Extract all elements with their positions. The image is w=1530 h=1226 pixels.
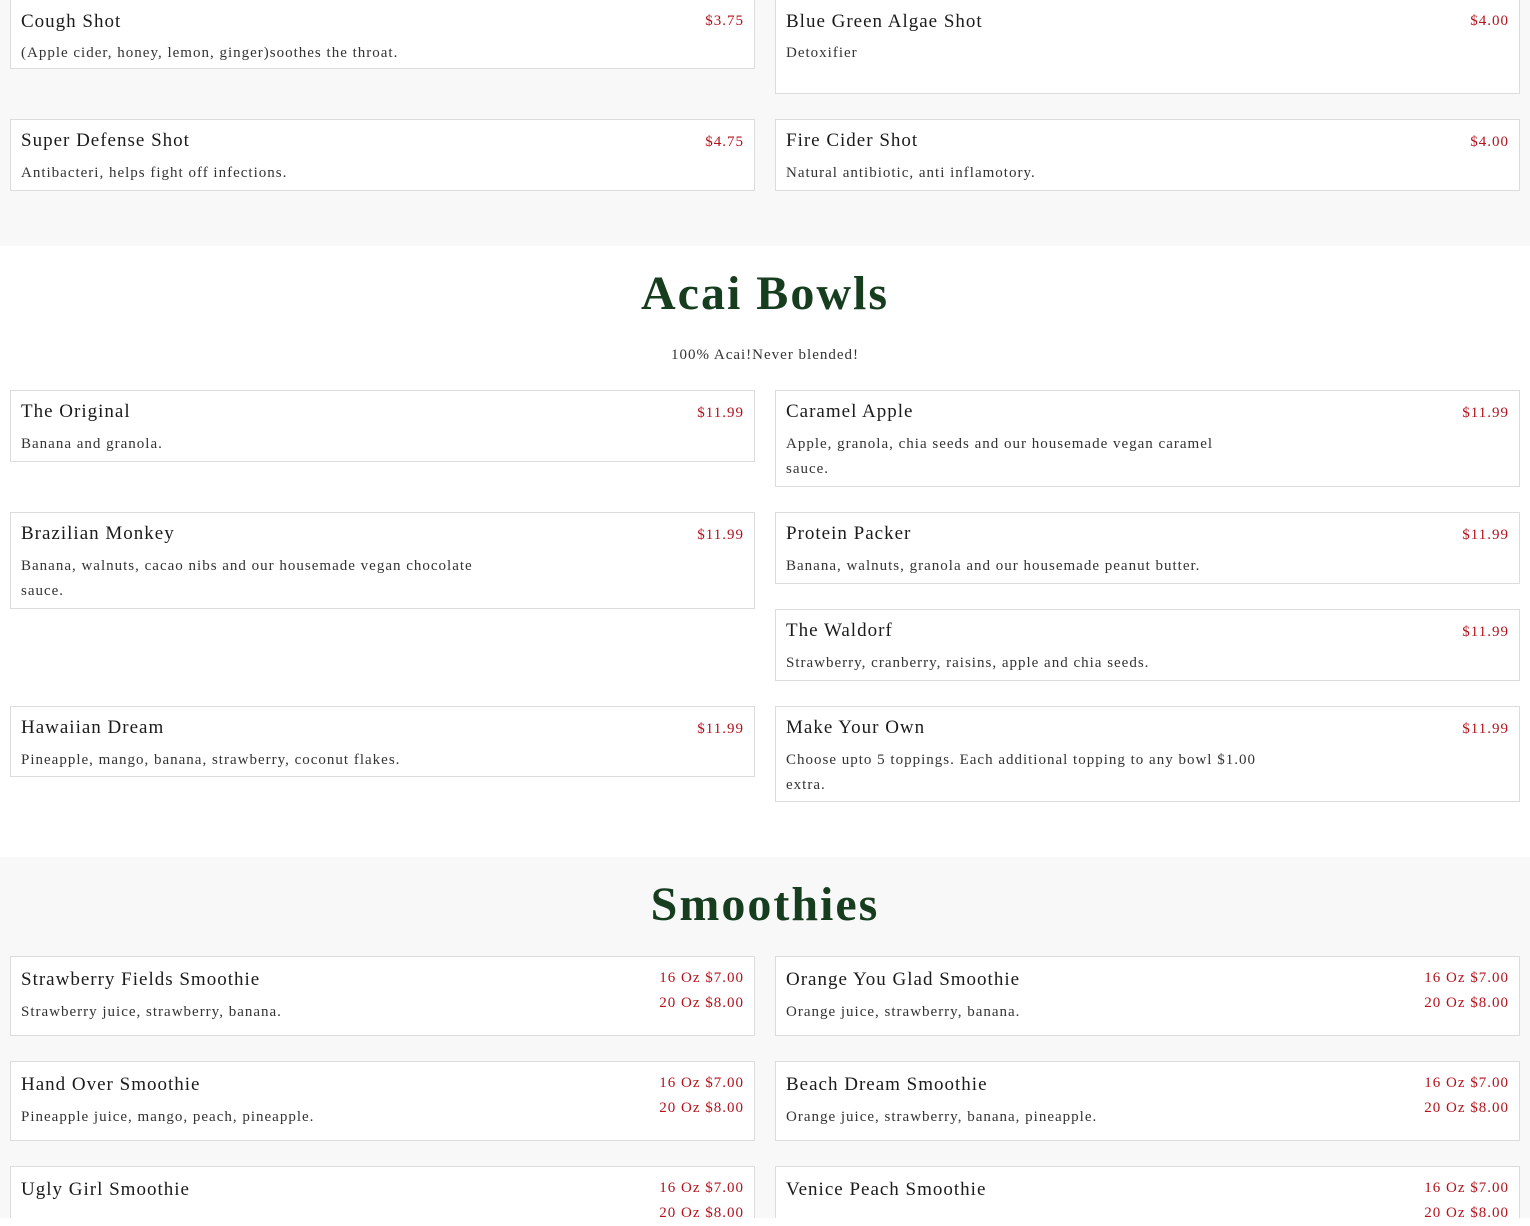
price-16oz: 16 Oz $7.00 (1424, 1180, 1509, 1196)
item-price: $4.00 (1470, 134, 1509, 150)
menu-item (775, 512, 1520, 584)
item-description: Detoxifier (786, 45, 858, 61)
section-title: Acai Bowls (641, 267, 889, 320)
item-name: Orange You Glad Smoothie (786, 969, 1021, 990)
item-price: $11.99 (1462, 721, 1509, 737)
price-20oz: 20 Oz $8.00 (659, 1100, 744, 1116)
menu-item (10, 706, 755, 777)
price-16oz: 16 Oz $7.00 (659, 1075, 744, 1091)
item-price: $11.99 (697, 721, 744, 737)
item-name: Beach Dream Smoothie (786, 1074, 988, 1095)
item-price: $11.99 (697, 527, 744, 543)
item-description: (Apple cider, honey, lemon, ginger)soothes the throat. (21, 45, 399, 61)
item-price: $11.99 (1462, 405, 1509, 421)
menu-item (10, 1166, 755, 1221)
price-20oz: 20 Oz $8.00 (1424, 995, 1509, 1011)
item-name: Caramel Apple (786, 401, 914, 422)
item-description: Choose upto 5 toppings. Each additional topping to any bowl $1.00 extra. (786, 752, 1256, 793)
menu-item (10, 0, 755, 69)
item-description: Apple, granola, chia seeds and our housemade vegan caramel sauce. (786, 436, 1214, 477)
menu-item (775, 956, 1520, 1036)
item-price-list (1424, 1176, 1509, 1226)
item-price: $11.99 (1462, 624, 1509, 640)
item-price: $11.99 (697, 405, 744, 421)
section-title: Smoothies (650, 878, 880, 931)
item-name: Strawberry Fields Smoothie (21, 969, 261, 990)
price-20oz: 20 Oz $8.00 (659, 1205, 744, 1221)
item-price: $11.99 (1462, 527, 1509, 543)
item-description: Strawberry juice, strawberry, banana. (21, 1004, 282, 1020)
item-name: Super Defense Shot (21, 130, 190, 151)
item-description: Strawberry, cranberry, raisins, apple and chia seeds. (786, 655, 1150, 671)
price-20oz: 20 Oz $8.00 (1424, 1100, 1509, 1116)
item-description: Banana and granola. (21, 436, 163, 452)
menu-item (10, 390, 755, 462)
price-16oz: 16 Oz $7.00 (1424, 970, 1509, 986)
item-price-list (1424, 1071, 1509, 1121)
price-16oz: 16 Oz $7.00 (659, 970, 744, 986)
item-price-list (659, 1176, 744, 1226)
menu-item (775, 1061, 1520, 1141)
item-name: The Waldorf (786, 620, 893, 641)
item-name: Make Your Own (786, 717, 926, 738)
item-price-list (1424, 966, 1509, 1016)
item-price: $4.00 (1470, 13, 1509, 29)
item-price-list (659, 1071, 744, 1121)
item-price: $4.75 (705, 134, 744, 150)
item-name: Venice Peach Smoothie (786, 1179, 987, 1200)
section-subtitle: 100% Acai!Never blended! (670, 347, 860, 363)
item-description: Banana, walnuts, granola and our housemade peanut butter. (786, 558, 1201, 574)
menu-item (10, 119, 755, 191)
item-name: Ugly Girl Smoothie (21, 1179, 190, 1200)
price-16oz: 16 Oz $7.00 (1424, 1075, 1509, 1091)
price-20oz: 20 Oz $8.00 (1424, 1205, 1509, 1221)
item-description: Pineapple, mango, banana, strawberry, coconut flakes. (21, 752, 401, 768)
item-description: Antibacteri, helps fight off infections. (21, 165, 288, 181)
item-name: Fire Cider Shot (786, 130, 919, 151)
menu-item (10, 956, 755, 1036)
item-name: Hand Over Smoothie (21, 1074, 201, 1095)
item-name: Protein Packer (786, 523, 912, 544)
menu-item (10, 1061, 755, 1141)
item-name: Cough Shot (21, 11, 122, 32)
item-name: Brazilian Monkey (21, 523, 175, 544)
menu-item (775, 119, 1520, 191)
item-name: The Original (21, 401, 131, 422)
item-description: Natural antibiotic, anti inflamotory. (786, 165, 1036, 181)
menu-item (775, 706, 1520, 802)
item-price: $3.75 (705, 13, 744, 29)
item-description: Banana, walnuts, cacao nibs and our housemade vegan chocolate sauce. (21, 558, 473, 599)
item-name: Blue Green Algae Shot (786, 11, 983, 32)
menu-item (775, 1166, 1520, 1221)
item-description: Orange juice, strawberry, banana, pineapple. (786, 1109, 1098, 1125)
item-description: Pineapple juice, mango, peach, pineapple. (21, 1109, 315, 1125)
menu-item (775, 390, 1520, 487)
item-name: Hawaiian Dream (21, 717, 165, 738)
menu-item (775, 0, 1520, 94)
menu-item (10, 512, 755, 609)
item-price-list (659, 966, 744, 1016)
menu-item (775, 609, 1520, 681)
price-20oz: 20 Oz $8.00 (659, 995, 744, 1011)
item-description: Orange juice, strawberry, banana. (786, 1004, 1021, 1020)
price-16oz: 16 Oz $7.00 (659, 1180, 744, 1196)
